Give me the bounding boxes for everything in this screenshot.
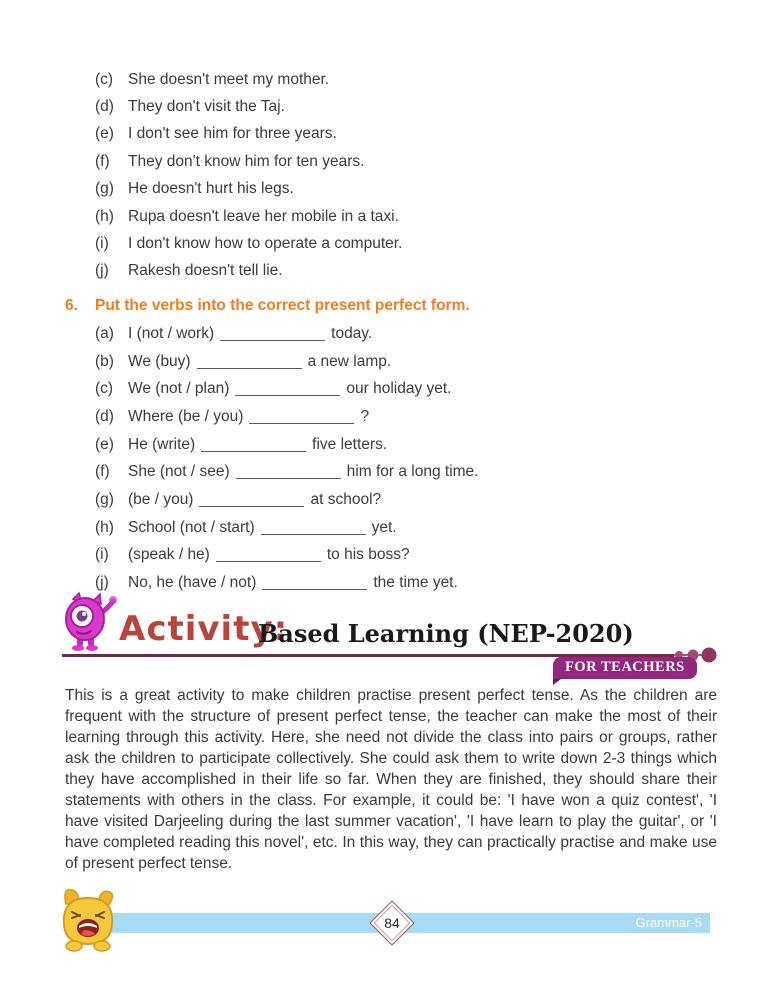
answer-blank	[197, 355, 302, 369]
item-label: (e)	[95, 125, 114, 143]
fill-blank-item	[65, 486, 717, 514]
crying-yellow-mascot-icon	[56, 886, 120, 954]
item-label: (c)	[95, 70, 114, 88]
item-after: a new lamp.	[307, 352, 392, 370]
item-label: (b)	[95, 352, 114, 370]
list-item	[65, 93, 717, 120]
list-item	[65, 203, 717, 230]
book-title-label: Grammar-5	[635, 915, 702, 930]
teacher-note-paragraph: This is a great activity to make children practise present perfect tense. As the children are frequent with the structure of present perfect tense, the teacher can make the most of their learning through this activity. Here, she need not divide the class into pairs or groups, rather ask the children to participate collectively. She could ask them to write down 2-3 things which they have accomplished in their life so far. When they are finished, they should share their statements with others in the class. For example, it could be: 'I have won a quiz contest', 'I have visited Darjeeling during the last summer vacation', 'I have learn to play the guitar', or 'I have completed reading this novel', etc. In this way, they can practically practise and make use of present perfect tense.	[65, 687, 717, 872]
answer-blank	[220, 327, 325, 341]
list-item	[65, 176, 717, 203]
item-label: (d)	[95, 98, 114, 116]
answer-blank	[236, 465, 341, 479]
list-item	[65, 258, 717, 285]
item-label: (h)	[95, 207, 114, 225]
page-number: 84	[384, 915, 400, 931]
item-label: (f)	[95, 152, 110, 170]
answer-blank	[199, 493, 304, 507]
item-text: Rakesh doesn't tell lie.	[128, 262, 283, 280]
answer-blank	[216, 548, 321, 562]
item-after: five letters.	[312, 435, 388, 453]
item-after: to his boss?	[326, 546, 410, 564]
exercise-sentence-list	[65, 66, 717, 285]
item-after: him for a long time.	[346, 463, 479, 481]
answer-blank	[235, 382, 340, 396]
item-label: (i)	[95, 546, 109, 564]
activity-banner	[65, 599, 717, 673]
answer-blank	[201, 438, 306, 452]
item-label: (a)	[95, 324, 114, 342]
item-after: today.	[331, 324, 373, 342]
question-heading	[65, 292, 717, 320]
list-item	[65, 66, 717, 93]
item-label: (i)	[95, 235, 109, 253]
item-label: (j)	[95, 574, 109, 592]
answer-blank	[249, 410, 354, 424]
activity-title: Activity:	[119, 609, 289, 649]
item-text: She doesn't meet my mother.	[128, 70, 330, 88]
item-label: (j)	[95, 262, 109, 280]
item-after: ?	[360, 408, 370, 426]
item-text: I don't know how to operate a computer.	[128, 235, 403, 253]
fill-blank-item	[65, 403, 717, 431]
item-before: I (not / work)	[128, 324, 215, 342]
answer-blank	[262, 576, 367, 590]
item-after: the time yet.	[373, 574, 458, 592]
fill-blank-item	[65, 459, 717, 487]
list-item	[65, 230, 717, 257]
item-text: He doesn't hurt his legs.	[128, 180, 294, 198]
item-label: (g)	[95, 180, 114, 198]
item-label: (g)	[95, 491, 114, 509]
fill-blank-item	[65, 514, 717, 542]
item-text: I don't see him for three years.	[128, 125, 337, 143]
item-label: (d)	[95, 408, 114, 426]
item-text: They don't know him for ten years.	[128, 152, 365, 170]
item-label: (e)	[95, 435, 114, 453]
fill-blank-item	[65, 542, 717, 570]
item-before: We (buy)	[128, 352, 191, 370]
item-before: We (not / plan)	[128, 380, 230, 398]
fill-blank-item	[65, 348, 717, 376]
item-before: She (not / see)	[128, 463, 230, 481]
item-text: They don't visit the Taj.	[128, 98, 285, 116]
question-number: 6.	[65, 297, 78, 315]
item-before: No, he (have / not)	[128, 574, 257, 592]
item-before: (be / you)	[128, 491, 194, 509]
item-before: School (not / start)	[128, 518, 255, 536]
page-content	[65, 66, 717, 874]
item-label: (h)	[95, 518, 114, 536]
list-item	[65, 148, 717, 175]
item-label: (c)	[95, 380, 114, 398]
item-after: yet.	[371, 518, 397, 536]
item-before: (speak / he)	[128, 546, 210, 564]
answer-blank	[261, 521, 366, 535]
item-label: (f)	[95, 463, 110, 481]
for-teachers-badge: FOR TEACHERS	[553, 657, 697, 679]
fill-blank-item	[65, 320, 717, 348]
item-before: Where (be / you)	[128, 408, 244, 426]
activity-subtitle: Based Learning (NEP-2020)	[258, 619, 634, 648]
item-text: Rupa doesn't leave her mobile in a taxi.	[128, 207, 399, 225]
fill-blank-item	[65, 431, 717, 459]
list-item	[65, 121, 717, 148]
pink-monster-mascot-icon	[55, 591, 119, 653]
fill-blank-list	[65, 320, 717, 597]
question-title: Put the verbs into the correct present perfect form.	[95, 297, 470, 315]
item-after: at school?	[310, 491, 382, 509]
item-before: He (write)	[128, 435, 196, 453]
item-after: our holiday yet.	[346, 380, 452, 398]
fill-blank-item	[65, 569, 717, 597]
page-number-diamond	[369, 900, 414, 945]
fill-blank-item	[65, 376, 717, 404]
